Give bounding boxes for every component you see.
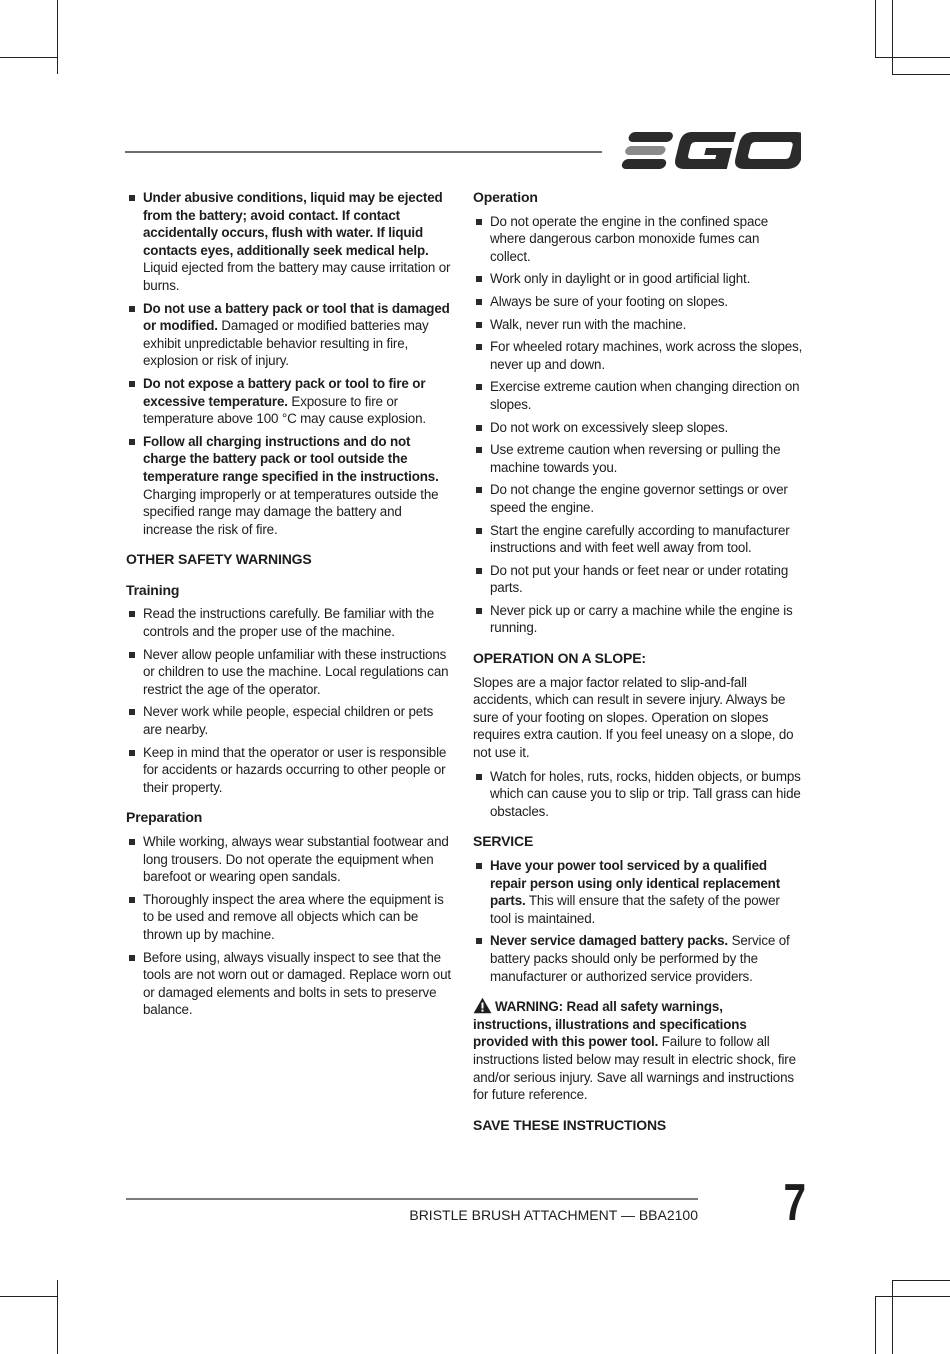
preparation-list xyxy=(126,833,452,1019)
list-item: Watch for holes, ruts, rocks, hidden objects, or bumps which can cause you to slip or trip. Tall grass can hide obstacles. xyxy=(473,768,803,821)
slope-list xyxy=(473,768,803,821)
list-item: Use extreme caution when reversing or pulling the machine towards you. xyxy=(473,441,803,476)
bold-lead: Have your power tool serviced by a qualified repair person using only identical replacement parts. xyxy=(490,858,781,909)
item-text: Liquid ejected from the battery may cause irritation or burns. xyxy=(143,260,451,293)
list-item xyxy=(126,433,452,539)
slope-paragraph: Slopes are a major factor related to slip-and-fall accidents, which can result in severe injury. Always be sure of your footing on slopes. Operation on slopes requires extra caution. If you feel uneasy on a slope, do not use it. xyxy=(473,674,794,761)
bold-lead: Do not expose a battery pack or tool to fire or excessive temperature. xyxy=(143,375,426,409)
item-text: This will ensure that the safety of the power tool is maintained. xyxy=(490,893,780,926)
crop-mark xyxy=(892,74,950,75)
crop-mark xyxy=(57,1280,58,1354)
footer-rule xyxy=(126,1198,698,1200)
list-item: Start the engine carefully according to manufacturer instructions and with feet well away from tool. xyxy=(473,522,803,557)
crop-mark xyxy=(0,1296,57,1297)
crop-mark xyxy=(875,1296,876,1354)
list-item xyxy=(126,300,452,370)
crop-mark xyxy=(875,57,950,58)
list-item xyxy=(126,375,452,428)
list-item: Work only in daylight or in good artificial light. xyxy=(473,270,803,288)
bold-lead: Never service damaged battery packs. xyxy=(490,933,728,949)
list-item: Before using, always visually inspect to see that the tools are not worn out or damaged. Replace worn out or damaged elements and bolts in sets to preserve balance. xyxy=(126,949,452,1019)
list-item: Do not work on excessively sleep slopes. xyxy=(473,419,803,437)
page-number: 7 xyxy=(783,1174,806,1232)
list-item xyxy=(126,189,452,295)
training-list xyxy=(126,605,452,796)
preparation-heading: Preparation xyxy=(126,809,203,826)
list-item: Never work while people, especial children or pets are nearby. xyxy=(126,703,452,738)
battery-warnings-list xyxy=(126,189,452,538)
list-item: Do not put your hands or feet near or under rotating parts. xyxy=(473,562,803,597)
bold-lead: Follow all charging instructions and do not charge the battery pack or tool outside the temperature range specified in the instructions. xyxy=(143,433,439,484)
crop-mark xyxy=(892,1280,893,1354)
save-instructions-heading: SAVE THESE INSTRUCTIONS xyxy=(473,1116,667,1133)
list-item: Walk, never run with the machine. xyxy=(473,316,803,334)
list-item: Do not change the engine governor settings or over speed the engine. xyxy=(473,481,803,516)
list-item: Thoroughly inspect the area where the equipment is to be used and remove all objects which can be thrown up by machine. xyxy=(126,891,452,944)
item-text: Charging improperly or at temperatures outside the specified range may damage the battery and increase the risk of fire. xyxy=(143,486,439,537)
warning-text: Failure to follow all instructions listed below may result in electric shock, fire and/or serious injury. Save all warnings and instructions for future reference. xyxy=(473,1034,796,1103)
list-item: Always be sure of your footing on slopes. xyxy=(473,293,803,311)
footer-title: BRISTLE BRUSH ATTACHMENT — BBA2100 xyxy=(409,1207,698,1223)
crop-mark xyxy=(57,0,58,74)
item-text: Damaged or modified batteries may exhibit unpredictable behavior resulting in fire, explosion or risk of injury. xyxy=(143,318,429,369)
warning-paragraph xyxy=(473,997,803,1104)
other-safety-heading: OTHER SAFETY WARNINGS xyxy=(126,551,312,568)
warning-bold: WARNING: Read all safety warnings, instructions, illustrations and specifications provided with this power tool. xyxy=(473,999,747,1050)
header-rule xyxy=(125,151,602,153)
ego-logo xyxy=(615,128,801,174)
list-item: Never pick up or carry a machine while the engine is running. xyxy=(473,602,803,637)
crop-mark xyxy=(0,57,57,58)
crop-mark xyxy=(892,0,893,74)
left-column xyxy=(126,189,452,1019)
crop-mark xyxy=(875,1296,950,1297)
list-item xyxy=(473,932,803,985)
list-item: Exercise extreme caution when changing direction on slopes. xyxy=(473,378,803,413)
crop-mark xyxy=(892,1280,950,1281)
list-item: For wheeled rotary machines, work across the slopes, never up and down. xyxy=(473,338,803,373)
bold-lead: Do not use a battery pack or tool that is damaged or modified. xyxy=(143,300,450,334)
list-item: Never allow people unfamiliar with these instructions or children to use the machine. Local regulations can restrict the age of the operator. xyxy=(126,646,452,699)
list-item: Do not operate the engine in the confined space where dangerous carbon monoxide fumes can collect. xyxy=(473,213,803,266)
crop-mark xyxy=(875,0,876,57)
item-text: Exposure to fire or temperature above 100 °C may cause explosion. xyxy=(143,393,426,427)
warning-icon xyxy=(473,997,492,1014)
operation-heading: Operation xyxy=(473,189,538,205)
list-item: Keep in mind that the operator or user is responsible for accidents or hazards occurring to other people or their property. xyxy=(126,744,452,797)
bold-lead: Under abusive conditions, liquid may be ejected from the battery; avoid contact. If contact accidentally occurs, flush with water. If liquid contacts eyes, additionally seek medical help. xyxy=(143,190,443,258)
service-list xyxy=(473,857,803,985)
list-item: Read the instructions carefully. Be familiar with the controls and the proper use of the machine. xyxy=(126,605,452,640)
service-heading: SERVICE xyxy=(473,833,534,850)
training-heading: Training xyxy=(126,581,180,598)
operation-list xyxy=(473,213,803,637)
right-column xyxy=(473,189,803,1134)
list-item xyxy=(473,857,803,927)
slope-heading: OPERATION ON A SLOPE: xyxy=(473,650,646,667)
list-item: While working, always wear substantial footwear and long trousers. Do not operate the equipment when barefoot or wearing open sandals. xyxy=(126,833,452,886)
item-text: Service of battery packs should only be performed by the manufacturer or authorized service providers. xyxy=(490,933,790,984)
